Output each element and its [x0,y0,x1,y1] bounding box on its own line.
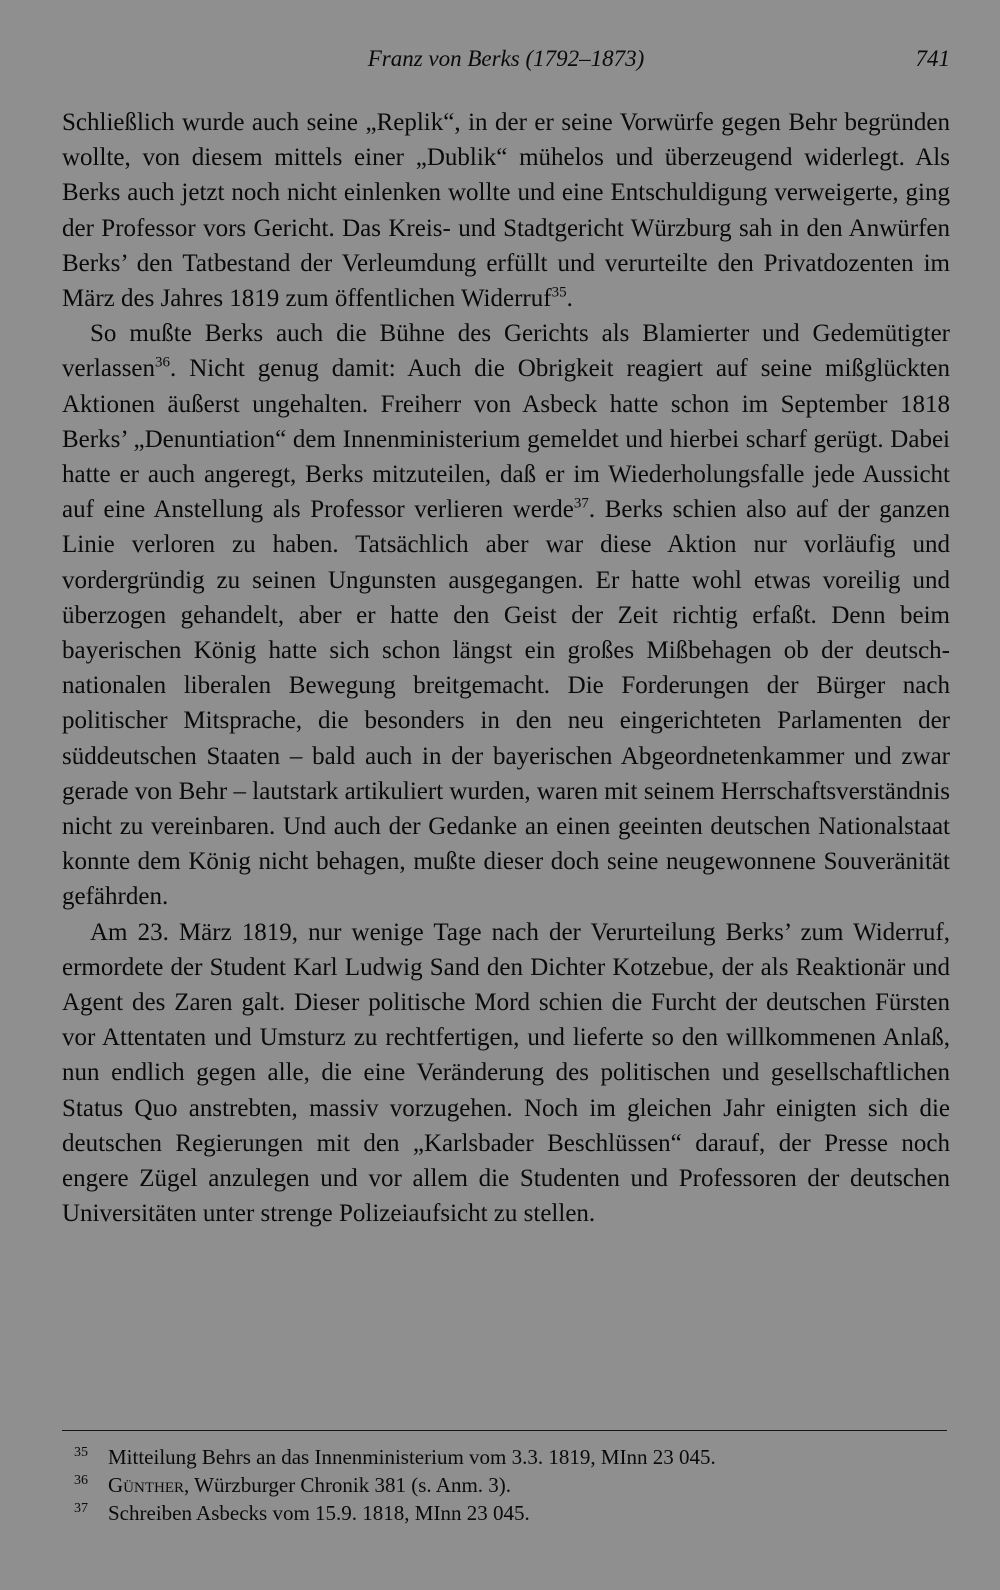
footnotes [74,1443,944,1527]
footnote-text: Mitteilung Behrs an das Innenministerium vom 3.3. 1819, MInn 23 045. [108,1445,716,1469]
page-number: 741 [915,46,950,71]
text-run: . [566,285,573,313]
footnote: 35 Mitteilung Behrs an das Innenministerium vom 3.3. 1819, MInn 23 045. [74,1445,716,1469]
footnote-text: Schreiben Asbecks vom 15.9. 1818, MInn 23 045. [108,1501,530,1525]
paragraph [62,105,950,316]
body-text [62,105,950,1232]
footnote-author: Günther [108,1473,184,1497]
footnote: 37 Schreiben Asbecks vom 15.9. 1818, MInn 23 045. [74,1501,530,1525]
running-title: Franz von Berks (1792–1873) [367,46,645,71]
footnote-text: , Würzburger Chronik 381 (s. Anm. 3). [184,1473,512,1497]
footnote-reference: 37 [573,495,589,512]
footnote-reference: 36 [155,355,171,372]
running-head [62,44,950,84]
footnote: 36 Günther, Würzburger Chronik 381 (s. Anm. 3). [74,1473,512,1497]
text-run: So mußte Berks auch die Bühne des Gerichts als Blamierter und Gedemütigter verlassen [62,320,950,383]
paragraph [62,316,950,914]
paragraph [62,915,950,1232]
text-run: . Berks schien also auf der ganzen Linie verloren zu haben. Tatsächlich aber war diese Aktion nur vorläufig und vordergründig zu seinen Ungunsten ausgegangen. Er hatte wohl etwas voreilig und überzogen gehandelt, aber er hatte den Geist der Zeit richtig erfaßt. Denn beim bayerischen König hatte sich schon längst ein großes Mißbehagen ob der deutsch-nationalen liberalen Bewegung breitgemacht. Die Forderungen der Bürger nach politischer Mitsprache, die besonders in den neu eingerichteten Parlamenten der süddeutschen Staaten – bald auch in der bayerischen Abgeordnetenkammer und zwar gerade von Behr – lautstark artikuliert wurden, waren mit seinem Herrschaftsverständnis nicht zu vereinbaren. Und auch der Gedanke an einen geeinten deutschen Nationalstaat konnte dem König nicht behagen, mußte dieser doch seine neugewonnene Souveränität gefährden. [62,496,950,911]
text-run: . Nicht genug damit: Auch die Obrigkeit reagiert auf seine mißglückten Aktionen äußerst ungehalten. Freiherr von Asbeck hatte schon im September 1818 Berks’ „Denuntiation“ dem Innenministerium gemeldet und hierbei scharf gerügt. Dabei hatte er auch angeregt, Berks mitzuteilen, daß er im Wiederholungsfalle jede Aussicht auf eine Anstellung als Professor verlieren werde [62,355,950,524]
footnote-reference: 35 [551,284,567,301]
footnote-divider [62,1430,947,1431]
text-run: Am 23. März 1819, nur wenige Tage nach der Verurteilung Berks’ zum Widerruf, ermordete der Student Karl Ludwig Sand den Dichter Kotzebue, der als Reaktionär und Agent des Zaren galt. Dieser politische Mord schien die Furcht der deutschen Fürsten vor Attentaten und Umsturz zu rechtfertigen, und lieferte so den willkommenen Anlaß, nun endlich gegen alle, die eine Veränderung des politischen und gesellschaftlichen Status Quo anstrebten, massiv vorzugehen. Noch im gleichen Jahr einigten sich die deutschen Regierungen mit den „Karlsbader Beschlüssen“ darauf, der Presse noch engere Zügel anzulegen und vor allem die Studenten und Professoren der deutschen Universitäten unter strenge Polizeiaufsicht zu stellen. [62,918,950,1228]
text-run: Schließlich wurde auch seine „Replik“, in der er seine Vorwürfe gegen Behr begründen wollte, von diesem mittels einer „Dublik“ mühelos und überzeugend widerlegt. Als Berks auch jetzt noch nicht einlenken wollte und eine Entschuldigung verweigerte, ging der Professor vors Gericht. Das Kreis- und Stadtgericht Würzburg sah in den Anwürfen Berks’ den Tatbestand der Verleumdung erfüllt und verurteilte den Privatdozenten im März des Jahres 1819 zum öffentlichen Widerruf [62,109,950,313]
